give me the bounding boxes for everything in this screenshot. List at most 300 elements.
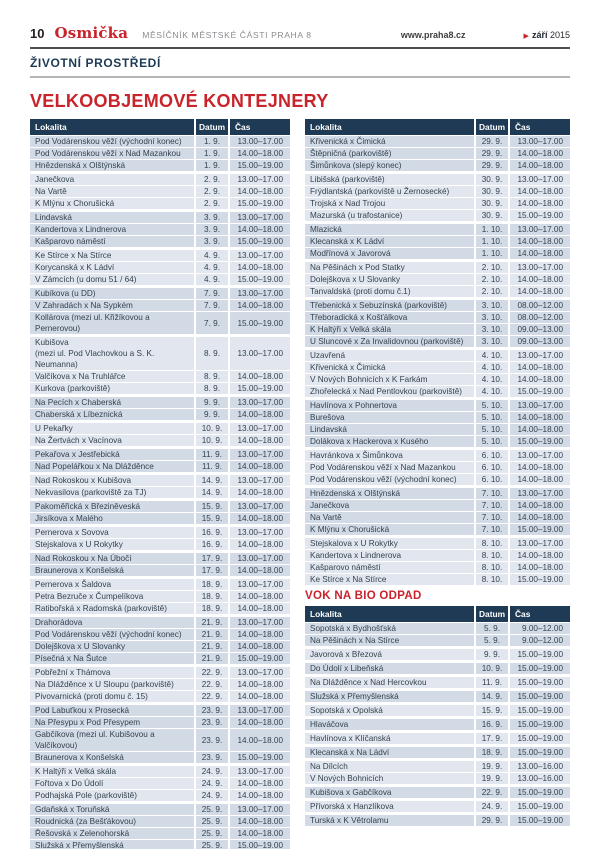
time-cell: 15.00–19.00 bbox=[508, 798, 570, 812]
location-cell: Havlínova x Klíčanská bbox=[305, 730, 474, 744]
date-cell: 14. 9. bbox=[194, 472, 228, 486]
table-row bbox=[30, 815, 290, 827]
time-cell: 14.00–18.00 bbox=[228, 223, 290, 235]
date-cell: 9. 9. bbox=[194, 408, 228, 420]
table-row bbox=[30, 147, 290, 159]
date-cell: 7. 9. bbox=[194, 285, 228, 299]
time-cell: 13.00–17.00 bbox=[508, 347, 570, 361]
location-cell: Mlazická bbox=[305, 221, 474, 235]
location-cell: Javorová x Březová bbox=[305, 646, 474, 660]
date-cell: 17. 9. bbox=[194, 550, 228, 564]
location-cell: Kubišova x Gabčíkova bbox=[305, 784, 474, 798]
location-cell: Hnězdenská x Olštýnská bbox=[30, 159, 194, 171]
location-cell: Lindavská bbox=[30, 209, 194, 223]
location-cell: Kandertova x Lindnerova bbox=[305, 549, 474, 561]
table-row bbox=[30, 285, 290, 299]
date-cell: 7. 9. bbox=[194, 311, 228, 334]
table-row bbox=[305, 622, 570, 634]
time-cell: 13.00–17.00 bbox=[228, 614, 290, 628]
date-cell: 25. 9. bbox=[194, 801, 228, 815]
table-row bbox=[305, 730, 570, 744]
time-cell: 14.00–18.00 bbox=[228, 460, 290, 472]
time-cell: 13.00–17.00 bbox=[508, 259, 570, 273]
time-cell: 14.00–18.00 bbox=[508, 373, 570, 385]
date-cell: 1. 9. bbox=[194, 135, 228, 147]
time-cell: 13.00–16.00 bbox=[508, 758, 570, 772]
column-header-cas: Čas bbox=[228, 119, 290, 135]
time-cell: 14.00–18.00 bbox=[228, 728, 290, 751]
date-cell: 4. 9. bbox=[194, 247, 228, 261]
column-header-cas: Čas bbox=[508, 119, 570, 135]
table-row bbox=[305, 135, 570, 147]
location-cell: Petra Bezruče x Čumpelíkova bbox=[30, 590, 194, 602]
date-cell: 25. 9. bbox=[194, 815, 228, 827]
column-header-lokalita: Lokalita bbox=[305, 606, 474, 622]
location-cell: Burešova bbox=[305, 411, 474, 423]
location-cell: Drahorádova bbox=[30, 614, 194, 628]
location-cell: Dolejškova x U Slovanky bbox=[305, 273, 474, 285]
date-cell: 2. 9. bbox=[194, 197, 228, 209]
date-cell: 21. 9. bbox=[194, 640, 228, 652]
table-row bbox=[305, 549, 570, 561]
time-cell: 14.00–18.00 bbox=[508, 561, 570, 573]
table-row bbox=[305, 716, 570, 730]
date-cell: 4. 10. bbox=[474, 361, 508, 373]
time-cell: 15.00–19.00 bbox=[508, 573, 570, 585]
location-cell: Pod Vodárenskou věží x Nad Mazankou bbox=[305, 461, 474, 473]
table-row bbox=[305, 535, 570, 549]
date-cell: 2. 10. bbox=[474, 285, 508, 297]
date-cell: 14. 9. bbox=[194, 486, 228, 498]
date-cell: 2. 9. bbox=[194, 185, 228, 197]
magazine-tagline: MĚSÍČNÍK MĚSTSKÉ ČÁSTI PRAHA 8 bbox=[142, 30, 312, 40]
date-cell: 10. 9. bbox=[474, 660, 508, 674]
location-cell: K Haltýři x Velká skála bbox=[305, 323, 474, 335]
date-cell: 23. 9. bbox=[194, 728, 228, 751]
time-cell: 15.00–19.00 bbox=[508, 674, 570, 688]
location-cell: Trojská x Nad Trojou bbox=[305, 197, 474, 209]
table-row bbox=[305, 411, 570, 423]
table-row bbox=[305, 660, 570, 674]
time-cell: 15.00–19.00 bbox=[508, 812, 570, 826]
location-cell: K Haltýři x Velká skála bbox=[30, 763, 194, 777]
table-row bbox=[305, 335, 570, 347]
table-row bbox=[305, 259, 570, 273]
date-cell: 4. 10. bbox=[474, 373, 508, 385]
date-cell: 8. 10. bbox=[474, 535, 508, 549]
time-cell: 13.00–16.00 bbox=[508, 772, 570, 784]
time-cell: 14.00–18.00 bbox=[228, 370, 290, 382]
time-cell: 14.00–18.00 bbox=[508, 423, 570, 435]
location-cell: Podhajská Pole (parkoviště) bbox=[30, 789, 194, 801]
date-cell: 3. 10. bbox=[474, 323, 508, 335]
table-row bbox=[30, 273, 290, 285]
location-cell: Na Dlážděnce x Nad Hercovkou bbox=[305, 674, 474, 688]
table-row bbox=[30, 628, 290, 640]
date-cell: 19. 9. bbox=[474, 758, 508, 772]
location-cell: Přívorská x Hanzlíkova bbox=[305, 798, 474, 812]
location-cell: Kubíkova (u DD) bbox=[30, 285, 194, 299]
table-row bbox=[30, 299, 290, 311]
table-row bbox=[305, 634, 570, 646]
table-row bbox=[30, 334, 290, 370]
table-row bbox=[305, 373, 570, 385]
table-row bbox=[30, 702, 290, 716]
date-cell: 2. 9. bbox=[194, 171, 228, 185]
table-row bbox=[30, 751, 290, 763]
location-cell: Pod Labuťkou x Prosecká bbox=[30, 702, 194, 716]
date-cell: 30. 9. bbox=[474, 185, 508, 197]
location-cell: Pod Vodárenskou věží x Nad Mazankou bbox=[30, 147, 194, 159]
date-cell: 24. 9. bbox=[194, 789, 228, 801]
date-cell: 8. 10. bbox=[474, 549, 508, 561]
location-cell: Na Vartě bbox=[305, 511, 474, 523]
date-cell: 29. 9. bbox=[474, 135, 508, 147]
table-row bbox=[30, 382, 290, 394]
time-cell: 14.00–18.00 bbox=[508, 461, 570, 473]
date-cell: 7. 10. bbox=[474, 499, 508, 511]
location-cell: Pobřežní x Thámova bbox=[30, 664, 194, 678]
table-row bbox=[30, 728, 290, 751]
table-row bbox=[30, 135, 290, 147]
table-header-row bbox=[305, 119, 570, 135]
table-row bbox=[30, 590, 290, 602]
location-cell: U Pekařky bbox=[30, 420, 194, 434]
table-row bbox=[305, 473, 570, 485]
date-cell: 21. 9. bbox=[194, 628, 228, 640]
table-row bbox=[305, 273, 570, 285]
table-row bbox=[30, 498, 290, 512]
time-cell: 13.00–17.00 bbox=[228, 576, 290, 590]
location-cell: V Zámcích (u domu 51 / 64) bbox=[30, 273, 194, 285]
time-cell: 15.00–19.00 bbox=[508, 744, 570, 758]
date-cell: 1. 10. bbox=[474, 235, 508, 247]
date-cell: 10. 9. bbox=[194, 420, 228, 434]
time-cell: 14.00–18.00 bbox=[508, 285, 570, 297]
date-cell: 21. 9. bbox=[194, 614, 228, 628]
date-cell: 22. 9. bbox=[474, 784, 508, 798]
time-cell: 09.00–13.00 bbox=[508, 335, 570, 347]
left-column bbox=[30, 119, 290, 849]
table-row bbox=[30, 602, 290, 614]
table-row bbox=[305, 423, 570, 435]
location-cell: U Sluncové x Za Invalidovnou (parkoviště) bbox=[305, 335, 474, 347]
date-cell: 5. 10. bbox=[474, 435, 508, 447]
location-cell: Klecanská x K Ládví bbox=[305, 235, 474, 247]
table-row bbox=[305, 784, 570, 798]
date-cell: 14. 9. bbox=[474, 688, 508, 702]
table-row bbox=[30, 716, 290, 728]
location-cell: Služská x Přemyšlenská bbox=[30, 839, 194, 849]
location-cell: Korycanská x K Ládví bbox=[30, 261, 194, 273]
date-cell: 30. 9. bbox=[474, 197, 508, 209]
date-cell: 1. 9. bbox=[194, 147, 228, 159]
time-cell: 14.00–18.00 bbox=[228, 261, 290, 273]
table-row bbox=[30, 223, 290, 235]
location-cell: Pernerova x Šaldova bbox=[30, 576, 194, 590]
time-cell: 13.00–17.00 bbox=[228, 446, 290, 460]
time-cell: 14.00–18.00 bbox=[228, 628, 290, 640]
table-row bbox=[305, 159, 570, 171]
time-cell: 14.00–18.00 bbox=[228, 590, 290, 602]
table-row bbox=[305, 523, 570, 535]
time-cell: 14.00–18.00 bbox=[508, 247, 570, 259]
date-cell: 2. 10. bbox=[474, 259, 508, 273]
location-cell: Ke Stírce x Na Stírce bbox=[30, 247, 194, 261]
date-cell: 21. 9. bbox=[194, 652, 228, 664]
table-row bbox=[30, 678, 290, 690]
time-cell: 15.00–19.00 bbox=[228, 751, 290, 763]
website-link[interactable]: www.praha8.cz bbox=[400, 30, 466, 40]
date-cell: 7. 10. bbox=[474, 523, 508, 535]
table-row bbox=[30, 434, 290, 446]
magazine-logo: Osmička bbox=[54, 24, 129, 42]
date-cell: 9. 9. bbox=[474, 646, 508, 660]
date-cell: 9. 9. bbox=[194, 394, 228, 408]
location-cell: Pod Vodárenskou věží (východní konec) bbox=[30, 628, 194, 640]
date-cell: 23. 9. bbox=[194, 702, 228, 716]
date-cell: 22. 9. bbox=[194, 690, 228, 702]
location-cell: Kollárova (mezi ul. Křižíkovou a Pernerovou) bbox=[30, 311, 194, 334]
time-cell: 14.00–18.00 bbox=[508, 197, 570, 209]
table-row bbox=[305, 485, 570, 499]
column-header-datum: Datum bbox=[474, 606, 508, 622]
location-cell: Stejskalova x U Rokytky bbox=[30, 538, 194, 550]
section-heading: ŽIVOTNÍ PROSTŘEDÍ bbox=[30, 56, 570, 78]
location-cell: Pod Vodárenskou věží (východní konec) bbox=[305, 473, 474, 485]
time-cell: 14.00–18.00 bbox=[508, 147, 570, 159]
table-row bbox=[305, 435, 570, 447]
table-row bbox=[305, 561, 570, 573]
table-row bbox=[305, 221, 570, 235]
time-cell: 13.00–17.00 bbox=[508, 171, 570, 185]
location-cell: Šimůnkova (slepý konec) bbox=[305, 159, 474, 171]
bio-section-title: VOK NA BIO ODPAD bbox=[305, 590, 422, 602]
location-cell: Na Pěšinách x Na Stírce bbox=[305, 634, 474, 646]
table-row bbox=[305, 758, 570, 772]
table-row bbox=[305, 461, 570, 473]
table-row bbox=[305, 646, 570, 660]
date-cell: 16. 9. bbox=[474, 716, 508, 730]
table-row bbox=[30, 538, 290, 550]
table-row bbox=[30, 763, 290, 777]
time-cell: 14.00–18.00 bbox=[508, 185, 570, 197]
page-number: 10 bbox=[30, 26, 45, 41]
time-cell: 14.00–18.00 bbox=[228, 147, 290, 159]
containers-table-right bbox=[305, 119, 570, 585]
location-cell: Na Vartě bbox=[30, 185, 194, 197]
location-cell: Třeboradická x Košťálkova bbox=[305, 311, 474, 323]
location-cell: Klecanská x Na Ládví bbox=[305, 744, 474, 758]
column-header-lokalita: Lokalita bbox=[305, 119, 474, 135]
location-cell: Nad Rokoskou x Na Úbočí bbox=[30, 550, 194, 564]
table-row bbox=[305, 247, 570, 259]
time-cell: 14.00–18.00 bbox=[228, 815, 290, 827]
column-header-datum: Datum bbox=[474, 119, 508, 135]
location-cell: Janečkova bbox=[30, 171, 194, 185]
masthead bbox=[30, 24, 570, 49]
time-cell: 13.00–17.00 bbox=[508, 447, 570, 461]
location-cell: Kurkova (parkoviště) bbox=[30, 382, 194, 394]
time-cell: 08.00–12.00 bbox=[508, 311, 570, 323]
time-cell: 13.00–17.00 bbox=[228, 524, 290, 538]
date-cell: 10. 9. bbox=[194, 434, 228, 446]
date-cell: 7. 9. bbox=[194, 299, 228, 311]
time-cell: 14.00–18.00 bbox=[228, 564, 290, 576]
table-row bbox=[30, 827, 290, 839]
date-cell: 29. 9. bbox=[474, 147, 508, 159]
time-cell: 9.00–12.00 bbox=[508, 622, 570, 634]
date-cell: 19. 9. bbox=[474, 772, 508, 784]
table-row bbox=[305, 311, 570, 323]
location-cell: V Nových Bohnicích bbox=[305, 772, 474, 784]
table-header-row bbox=[305, 606, 570, 622]
table-header-row bbox=[30, 119, 290, 135]
column-header-cas: Čas bbox=[508, 606, 570, 622]
location-cell: V Nových Bohnicích x K Farkám bbox=[305, 373, 474, 385]
date-cell: 4. 10. bbox=[474, 347, 508, 361]
time-cell: 14.00–18.00 bbox=[228, 512, 290, 524]
location-cell: Zhořelecká x Nad Pentlovkou (parkoviště) bbox=[305, 385, 474, 397]
date-cell: 3. 10. bbox=[474, 311, 508, 323]
date-cell: 16. 9. bbox=[194, 538, 228, 550]
location-cell: Roudnická (za Bešťákovou) bbox=[30, 815, 194, 827]
date-cell: 11. 9. bbox=[194, 460, 228, 472]
table-row bbox=[305, 772, 570, 784]
issue-year: 2015 bbox=[549, 30, 570, 40]
location-cell: Havránkova x Šimůnkova bbox=[305, 447, 474, 461]
location-cell: Nekvasilova (parkoviště za TJ) bbox=[30, 486, 194, 498]
table-row bbox=[30, 420, 290, 434]
time-cell: 15.00–19.00 bbox=[508, 730, 570, 744]
table-row bbox=[30, 209, 290, 223]
date-cell: 5. 10. bbox=[474, 423, 508, 435]
table-row bbox=[30, 197, 290, 209]
time-cell: 15.00–19.00 bbox=[508, 385, 570, 397]
date-cell: 5. 10. bbox=[474, 397, 508, 411]
location-cell: Dolejškova x U Slovanky bbox=[30, 640, 194, 652]
date-cell: 22. 9. bbox=[194, 664, 228, 678]
time-cell: 15.00–19.00 bbox=[508, 435, 570, 447]
location-cell: Modřínová x Javorová bbox=[305, 247, 474, 259]
time-cell: 13.00–17.00 bbox=[228, 247, 290, 261]
time-cell: 13.00–17.00 bbox=[228, 135, 290, 147]
time-cell: 15.00–19.00 bbox=[228, 382, 290, 394]
table-row bbox=[305, 702, 570, 716]
location-cell: Štěpničná (parkoviště) bbox=[305, 147, 474, 159]
date-cell: 4. 9. bbox=[194, 261, 228, 273]
time-cell: 13.00–17.00 bbox=[228, 763, 290, 777]
location-cell: Nad Rokoskou x Kubišova bbox=[30, 472, 194, 486]
date-cell: 24. 9. bbox=[474, 798, 508, 812]
location-cell: Na Dílcích bbox=[305, 758, 474, 772]
date-cell: 22. 9. bbox=[194, 678, 228, 690]
table-row bbox=[305, 397, 570, 411]
location-cell: Gdaňská x Toruňská bbox=[30, 801, 194, 815]
time-cell: 14.00–18.00 bbox=[228, 408, 290, 420]
location-cell: Na Dlážděnce x U Sloupu (parkoviště) bbox=[30, 678, 194, 690]
location-cell: Na Žertvách x Vacínova bbox=[30, 434, 194, 446]
date-cell: 16. 9. bbox=[194, 524, 228, 538]
table-row bbox=[30, 446, 290, 460]
location-cell: Sopotská x Opolská bbox=[305, 702, 474, 716]
time-cell: 15.00–19.00 bbox=[228, 273, 290, 285]
containers-table-left bbox=[30, 119, 290, 849]
table-row bbox=[305, 285, 570, 297]
time-cell: 15.00–19.00 bbox=[508, 716, 570, 730]
table-row bbox=[305, 323, 570, 335]
time-cell: 14.00–18.00 bbox=[508, 549, 570, 561]
date-cell: 8. 10. bbox=[474, 573, 508, 585]
time-cell: 13.00–17.00 bbox=[228, 209, 290, 223]
date-cell: 3. 9. bbox=[194, 235, 228, 247]
table-row bbox=[30, 512, 290, 524]
table-row bbox=[30, 614, 290, 628]
table-row bbox=[305, 385, 570, 397]
table-row bbox=[30, 801, 290, 815]
bio-waste-table bbox=[305, 606, 570, 826]
time-cell: 15.00–19.00 bbox=[228, 159, 290, 171]
date-cell: 3. 9. bbox=[194, 223, 228, 235]
location-cell: Pod Vodárenskou věží (východní konec) bbox=[30, 135, 194, 147]
location-cell: Do Údolí x Libeňská bbox=[305, 660, 474, 674]
time-cell: 14.00–18.00 bbox=[508, 473, 570, 485]
table-row bbox=[305, 511, 570, 523]
date-cell: 18. 9. bbox=[194, 602, 228, 614]
time-cell: 13.00–17.00 bbox=[228, 334, 290, 370]
location-cell: Ke Stírce x Na Stírce bbox=[305, 573, 474, 585]
location-cell: Havlínova x Pohnertova bbox=[305, 397, 474, 411]
time-cell: 15.00–19.00 bbox=[508, 209, 570, 221]
date-cell: 29. 9. bbox=[474, 159, 508, 171]
date-cell: 2. 10. bbox=[474, 273, 508, 285]
time-cell: 13.00–17.00 bbox=[508, 135, 570, 147]
date-cell: 5. 9. bbox=[474, 622, 508, 634]
table-row bbox=[30, 524, 290, 538]
table-row bbox=[305, 447, 570, 461]
date-cell: 24. 9. bbox=[194, 763, 228, 777]
table-columns bbox=[30, 119, 570, 849]
location-cell: Pekařova x Jestřebická bbox=[30, 446, 194, 460]
column-header-lokalita: Lokalita bbox=[30, 119, 194, 135]
table-row bbox=[30, 460, 290, 472]
location-cell: Pernerova x Sovova bbox=[30, 524, 194, 538]
table-row bbox=[305, 688, 570, 702]
time-cell: 15.00–19.00 bbox=[228, 197, 290, 209]
time-cell: 13.00–17.00 bbox=[228, 498, 290, 512]
location-cell: Gabčíkova (mezi ul. Kubišovou a Valčíkovou) bbox=[30, 728, 194, 751]
date-cell: 15. 9. bbox=[194, 498, 228, 512]
table-row bbox=[30, 652, 290, 664]
location-cell: Pakoměřická x Březiněveská bbox=[30, 498, 194, 512]
table-row bbox=[30, 394, 290, 408]
time-cell: 13.00–17.00 bbox=[508, 397, 570, 411]
time-cell: 14.00–18.00 bbox=[508, 159, 570, 171]
date-cell: 24. 9. bbox=[194, 777, 228, 789]
magazine-page bbox=[0, 24, 600, 849]
time-cell: 15.00–19.00 bbox=[508, 523, 570, 535]
date-cell: 4. 9. bbox=[194, 273, 228, 285]
issue-month: září bbox=[531, 30, 548, 40]
date-cell: 6. 10. bbox=[474, 473, 508, 485]
time-cell: 15.00–19.00 bbox=[508, 660, 570, 674]
time-cell: 13.00–17.00 bbox=[228, 420, 290, 434]
time-cell: 13.00–17.00 bbox=[228, 664, 290, 678]
date-cell: 30. 9. bbox=[474, 209, 508, 221]
date-cell: 11. 9. bbox=[194, 446, 228, 460]
time-cell: 14.00–18.00 bbox=[508, 361, 570, 373]
table-row bbox=[305, 499, 570, 511]
